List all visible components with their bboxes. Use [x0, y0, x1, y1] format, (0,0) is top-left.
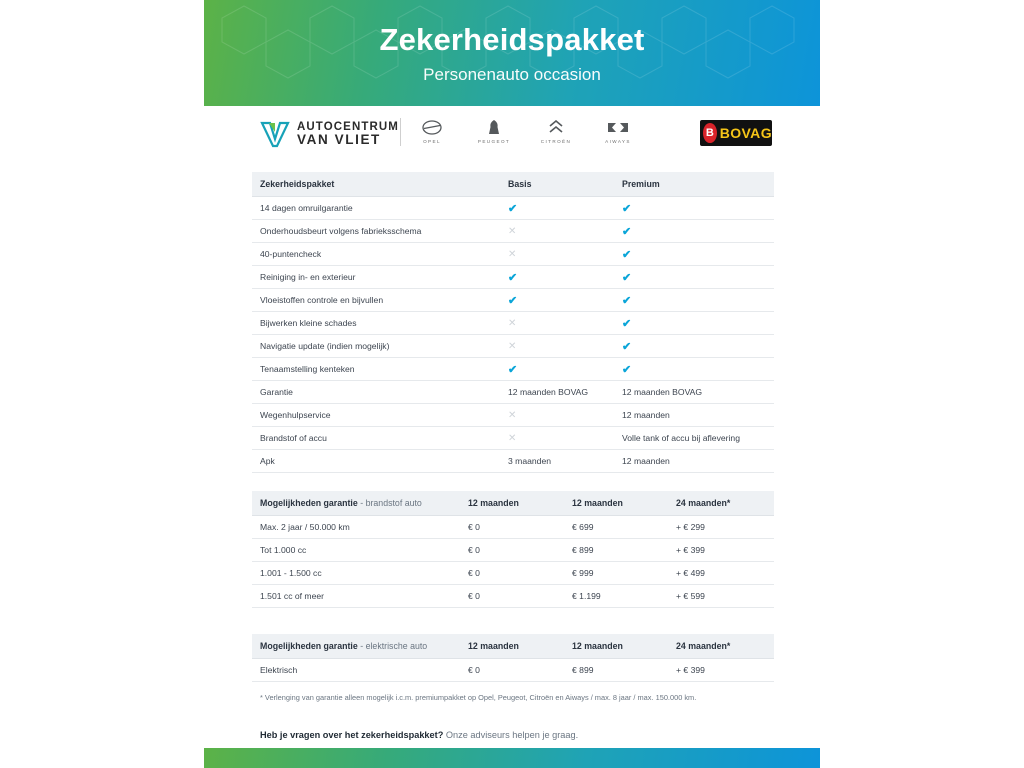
cell-c1: € 0: [460, 585, 564, 608]
cell-premium: 12 maanden: [614, 404, 774, 427]
check-icon: ✔: [508, 294, 518, 307]
header-col-1: 12 maanden: [460, 634, 564, 659]
table-header-row: [252, 634, 774, 659]
cell-premium: Volle tank of accu bij aflevering: [614, 427, 774, 450]
cell-c3: + € 499: [668, 562, 774, 585]
table-row: [252, 659, 774, 682]
row-label: Elektrisch: [252, 659, 460, 682]
cta-answer: Onze adviseurs helpen je graag.: [443, 729, 579, 740]
header-subtitle: - elektrische auto: [357, 641, 428, 651]
logo-divider: [400, 118, 401, 146]
table-row: [252, 585, 774, 608]
check-icon: ✔: [622, 363, 632, 376]
header-mogelijkheden-brandstof: [252, 491, 460, 516]
table-header-row: [252, 491, 774, 516]
aiways-icon: [607, 118, 629, 136]
opel-icon: [422, 118, 442, 136]
table-row: [252, 335, 774, 358]
row-label: Navigatie update (indien mogelijk): [252, 335, 500, 358]
garantie-elektrisch-table: [252, 634, 774, 682]
table-row: [252, 197, 774, 220]
table-gap: [252, 473, 774, 491]
table-row: [252, 312, 774, 335]
logo-row: [204, 112, 820, 162]
header-col-2: 12 maanden: [564, 491, 668, 516]
peugeot-caption: PEUGEOT: [477, 139, 511, 144]
cell-basis: [500, 243, 614, 266]
peugeot-icon: [487, 118, 501, 136]
table-row: [252, 516, 774, 539]
check-icon: ✔: [508, 363, 518, 376]
header-col-1: 12 maanden: [460, 491, 564, 516]
header-subtitle: - brandstof auto: [357, 498, 422, 508]
row-label: 14 dagen omruilgarantie: [252, 197, 500, 220]
banner-title: Zekerheidspakket: [379, 22, 645, 57]
table-row: [252, 427, 774, 450]
bovag-logo: [700, 120, 772, 146]
cell-basis: [500, 197, 614, 220]
check-icon: ✔: [508, 271, 518, 284]
row-label: Tenaamstelling kenteken: [252, 358, 500, 381]
check-icon: ✔: [622, 225, 632, 238]
header-col-3: 24 maanden*: [668, 634, 774, 659]
header-basis: Basis: [500, 172, 614, 197]
table-header-row: [252, 172, 774, 197]
aiways-caption: AIWAYS: [605, 139, 631, 144]
row-label: Vloeistoffen controle en bijvullen: [252, 289, 500, 312]
cell-basis: 3 maanden: [500, 450, 614, 473]
cell-c2: € 899: [564, 659, 668, 682]
cross-icon: ✕: [508, 317, 517, 329]
row-label: Max. 2 jaar / 50.000 km: [252, 516, 460, 539]
cell-premium: 12 maanden BOVAG: [614, 381, 774, 404]
row-label: Onderhoudsbeurt volgens fabrieksschema: [252, 220, 500, 243]
cell-c2: € 899: [564, 539, 668, 562]
cta-question: Heb je vragen over het zekerheidspakket?: [260, 729, 444, 740]
cell-c2: € 1.199: [564, 585, 668, 608]
cell-c3: + € 399: [668, 659, 774, 682]
cell-basis: [500, 312, 614, 335]
header-banner: [204, 0, 820, 106]
check-icon: ✔: [622, 202, 632, 215]
zekerheidspakket-table: [252, 172, 774, 473]
bovag-mark-icon: B: [703, 123, 717, 143]
row-label: Garantie: [252, 381, 500, 404]
check-icon: ✔: [622, 340, 632, 353]
row-label: Apk: [252, 450, 500, 473]
cell-c3: + € 599: [668, 585, 774, 608]
table-row: [252, 450, 774, 473]
row-label: 40-puntencheck: [252, 243, 500, 266]
v-mark-icon: [260, 120, 290, 148]
v-mark-svg: [260, 120, 290, 148]
opel-logo: [412, 118, 452, 144]
brand-line-2: VAN VLIET: [297, 131, 381, 147]
citroen-icon: [547, 118, 565, 136]
row-label: Reiniging in- en exterieur: [252, 266, 500, 289]
table-row: [252, 381, 774, 404]
cell-premium: [614, 220, 774, 243]
cell-c2: € 699: [564, 516, 668, 539]
table-row: [252, 562, 774, 585]
cell-basis: [500, 266, 614, 289]
cell-basis: [500, 289, 614, 312]
cross-icon: ✕: [508, 225, 517, 237]
cell-basis: [500, 358, 614, 381]
brand-wordmark: [297, 121, 399, 147]
table-row: [252, 404, 774, 427]
header-col-2: 12 maanden: [564, 634, 668, 659]
cell-c1: € 0: [460, 562, 564, 585]
cross-icon: ✕: [508, 340, 517, 352]
autocentrum-van-vliet-logo: [260, 120, 399, 148]
check-icon: ✔: [508, 202, 518, 215]
cross-icon: ✕: [508, 432, 517, 444]
footnote: * Verlenging van garantie alleen mogelijk i.c.m. premiumpakket op Opel, Peugeot, Citroën en Aiways / max. 8 jaar / max. 150.000 km.: [260, 693, 697, 702]
table-row: [252, 220, 774, 243]
brand-line-1: AUTOCENTRUM: [297, 120, 399, 133]
table-row: [252, 539, 774, 562]
opel-caption: OPEL: [423, 139, 441, 144]
check-icon: ✔: [622, 294, 632, 307]
citroen-logo: [536, 118, 576, 144]
cell-basis: [500, 427, 614, 450]
banner-subtitle: Personenauto occasion: [423, 65, 601, 85]
cell-premium: [614, 243, 774, 266]
bovag-label: BOVAG: [719, 125, 772, 141]
cell-basis: [500, 335, 614, 358]
row-label: Bijwerken kleine schades: [252, 312, 500, 335]
row-label: 1.001 - 1.500 cc: [252, 562, 460, 585]
check-icon: ✔: [622, 248, 632, 261]
cell-c2: € 999: [564, 562, 668, 585]
cell-c1: € 0: [460, 516, 564, 539]
aiways-logo: [598, 118, 638, 144]
row-label: Brandstof of accu: [252, 427, 500, 450]
row-label: Wegenhulpservice: [252, 404, 500, 427]
cell-basis: [500, 220, 614, 243]
garantie-brandstof-table: [252, 491, 774, 608]
cell-c1: € 0: [460, 539, 564, 562]
header-mogelijkheden-elektrisch: [252, 634, 460, 659]
cell-basis: 12 maanden BOVAG: [500, 381, 614, 404]
content-sheet: [252, 172, 774, 740]
table-row: [252, 266, 774, 289]
check-icon: ✔: [622, 271, 632, 284]
cell-premium: [614, 266, 774, 289]
header-title: Mogelijkheden garantie: [260, 641, 358, 651]
citroen-caption: CITROËN: [540, 139, 572, 144]
header-col-3: 24 maanden*: [668, 491, 774, 516]
row-label: 1.501 cc of meer: [252, 585, 460, 608]
header-title: Mogelijkheden garantie: [260, 498, 358, 508]
table-row: [252, 358, 774, 381]
cross-icon: ✕: [508, 248, 517, 260]
cell-c3: + € 399: [668, 539, 774, 562]
cell-premium: [614, 335, 774, 358]
cell-c3: + € 299: [668, 516, 774, 539]
footer-bar: [204, 748, 820, 768]
cta-text: [252, 730, 774, 740]
cell-basis: [500, 404, 614, 427]
header-premium: Premium: [614, 172, 774, 197]
cross-icon: ✕: [508, 409, 517, 421]
cell-premium: 12 maanden: [614, 450, 774, 473]
oem-logo-group: [412, 118, 638, 144]
table-row: [252, 243, 774, 266]
cell-premium: [614, 289, 774, 312]
row-label: Tot 1.000 cc: [252, 539, 460, 562]
header-zekerheidspakket: Zekerheidspakket: [252, 172, 500, 197]
table-row: [252, 289, 774, 312]
table-gap-2: [252, 608, 774, 634]
cell-premium: [614, 358, 774, 381]
peugeot-logo: [474, 118, 514, 144]
cell-c1: € 0: [460, 659, 564, 682]
cell-premium: [614, 312, 774, 335]
check-icon: ✔: [622, 317, 632, 330]
cell-premium: [614, 197, 774, 220]
